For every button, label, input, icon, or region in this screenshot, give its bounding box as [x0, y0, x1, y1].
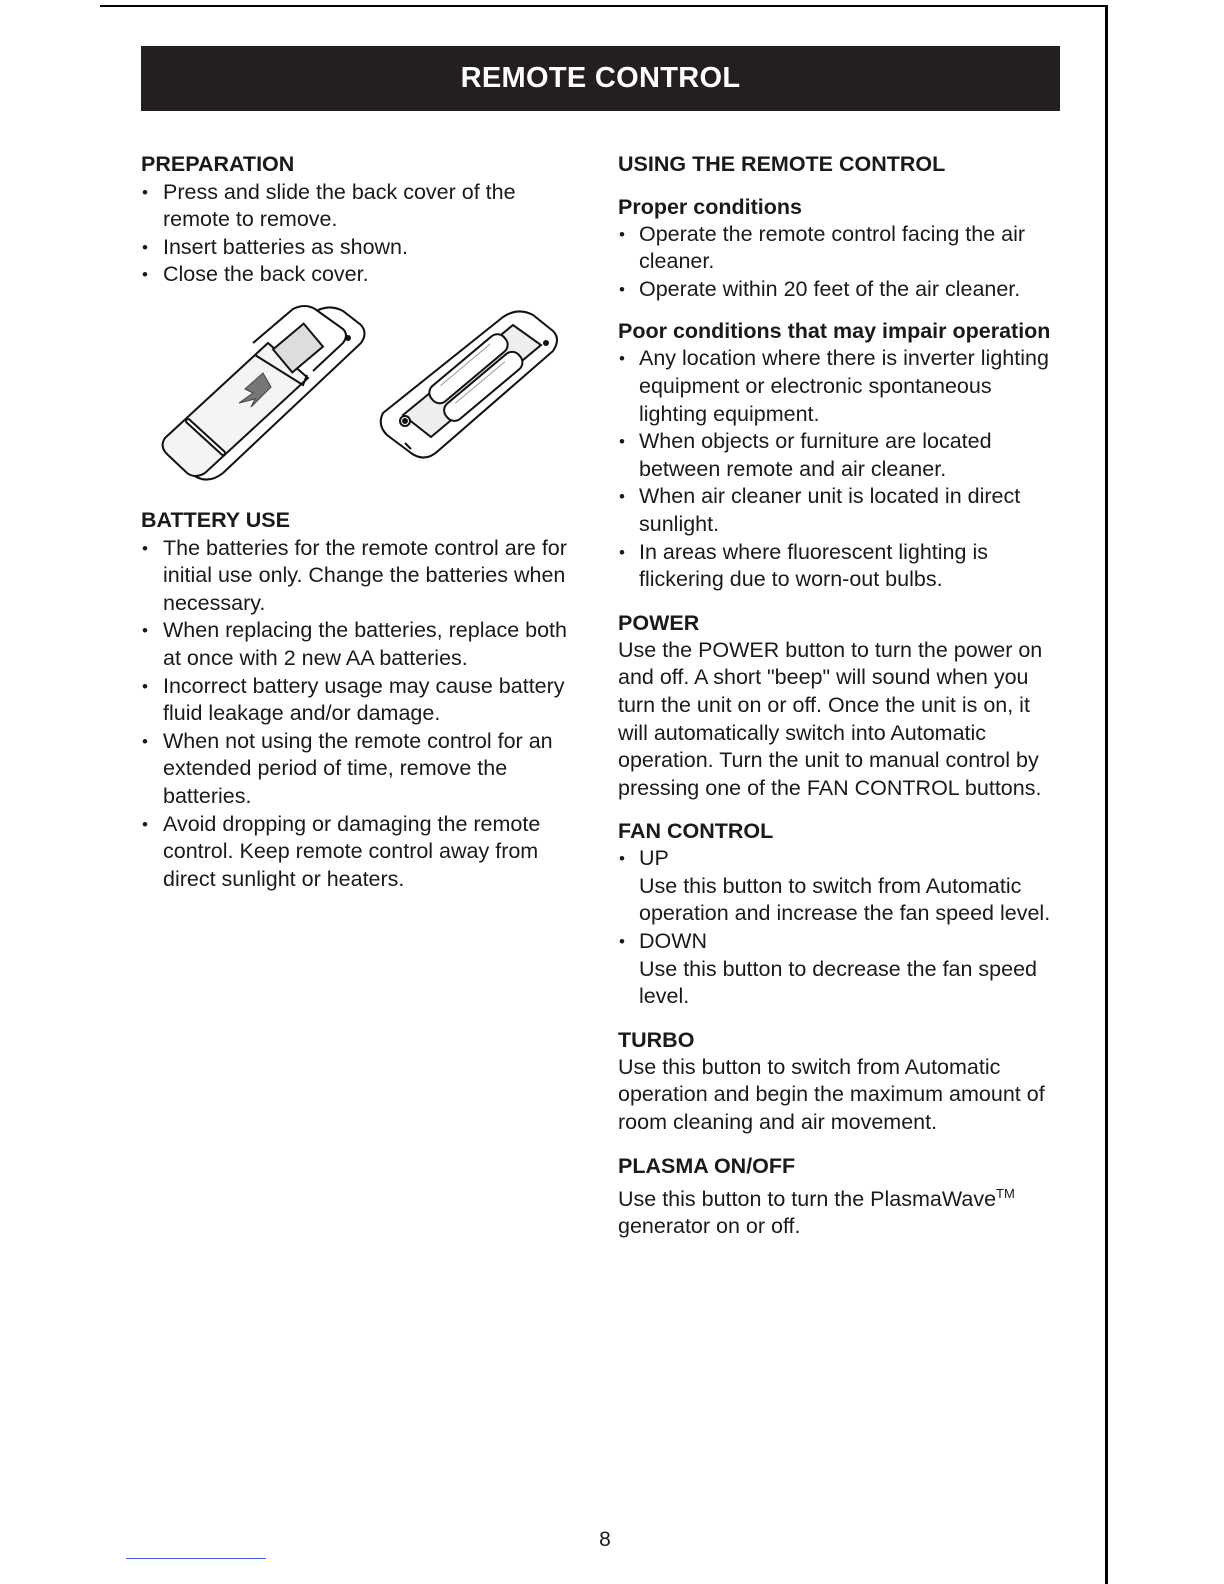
plasma-text: [618, 1180, 1058, 1241]
right-column: [618, 151, 1058, 1241]
using-heading: USING THE REMOTE CONTROL: [618, 152, 946, 176]
list-item: • Operate the remote control facing the air cleaner.: [618, 221, 1058, 276]
preparation-heading: PREPARATION: [141, 152, 295, 176]
right-rule: [1105, 5, 1108, 1584]
power-text: Use the POWER button to turn the power on and off. A short "beep" will sound when you turn the unit on or off. Once the unit is on, it will automatically switch into Automatic operation. Turn the unit to manual control by pressing one of the FAN CONTROL buttons.: [618, 637, 1043, 800]
left-column: [141, 151, 581, 893]
page-title: REMOTE CONTROL: [141, 46, 1060, 111]
fan-down-label: • DOWN: [639, 929, 708, 954]
plasma-text-after: generator on or off.: [618, 1214, 801, 1239]
power-heading: POWER: [618, 610, 700, 635]
battery-installation-illustration: [143, 303, 573, 493]
list-item: • The batteries for the remote control are for initial use only. Change the batteries when necessary.: [141, 535, 581, 618]
turbo-heading: TURBO: [618, 1027, 695, 1052]
battery-use-list: [141, 535, 581, 894]
fan-control-heading: FAN CONTROL: [618, 819, 774, 844]
fan-control-list: [618, 845, 1058, 1011]
list-item: • Insert batteries as shown.: [141, 234, 581, 262]
battery-use-heading: BATTERY USE: [141, 507, 290, 532]
poor-conditions-heading: Poor conditions that may impair operation: [618, 319, 1051, 344]
list-item: [618, 928, 1058, 1011]
fan-up-label: • UP: [639, 846, 669, 871]
turbo-text: Use this button to switch from Automatic operation and begin the maximum amount of room cleaning and air movement.: [618, 1054, 1045, 1135]
plasma-heading: PLASMA ON/OFF: [618, 1153, 796, 1178]
poor-conditions-list: [618, 345, 1058, 593]
list-item: • When not using the remote control for an extended period of time, remove the batteries.: [141, 728, 581, 811]
list-item: • In areas where fluorescent lighting is flickering due to worn-out bulbs.: [618, 539, 1058, 594]
list-item: • When replacing the batteries, replace both at once with 2 new AA batteries.: [141, 617, 581, 672]
plasma-text-before: Use this button to turn the PlasmaWave: [618, 1186, 997, 1211]
fan-down-text: Use this button to decrease the fan speed level.: [639, 956, 1038, 1009]
top-rule: [100, 5, 1108, 7]
footer-line: [126, 1558, 266, 1559]
preparation-list: [141, 179, 581, 289]
trademark-mark: TM: [996, 1185, 1015, 1201]
proper-conditions-heading: Proper conditions: [618, 194, 802, 219]
list-item: • When objects or furniture are located between remote and air cleaner.: [618, 428, 1058, 483]
page-number: 8: [599, 1528, 611, 1551]
remote-batteries-illustration: [381, 311, 557, 457]
list-item: • Avoid dropping or damaging the remote control. Keep remote control away from direct sunlight or heaters.: [141, 811, 581, 894]
list-item: • Close the back cover.: [141, 261, 581, 289]
list-item: • When air cleaner unit is located in direct sunlight.: [618, 483, 1058, 538]
proper-conditions-list: [618, 221, 1058, 304]
list-item: • Any location where there is inverter lighting equipment or electronic spontaneous lighting equipment.: [618, 345, 1058, 428]
fan-up-text: Use this button to switch from Automatic operation and increase the fan speed level.: [639, 873, 1051, 926]
list-item: • Incorrect battery usage may cause battery fluid leakage and/or damage.: [141, 673, 581, 728]
list-item: [618, 845, 1058, 928]
list-item: • Press and slide the back cover of the remote to remove.: [141, 179, 581, 234]
list-item: • Operate within 20 feet of the air cleaner.: [618, 276, 1058, 304]
